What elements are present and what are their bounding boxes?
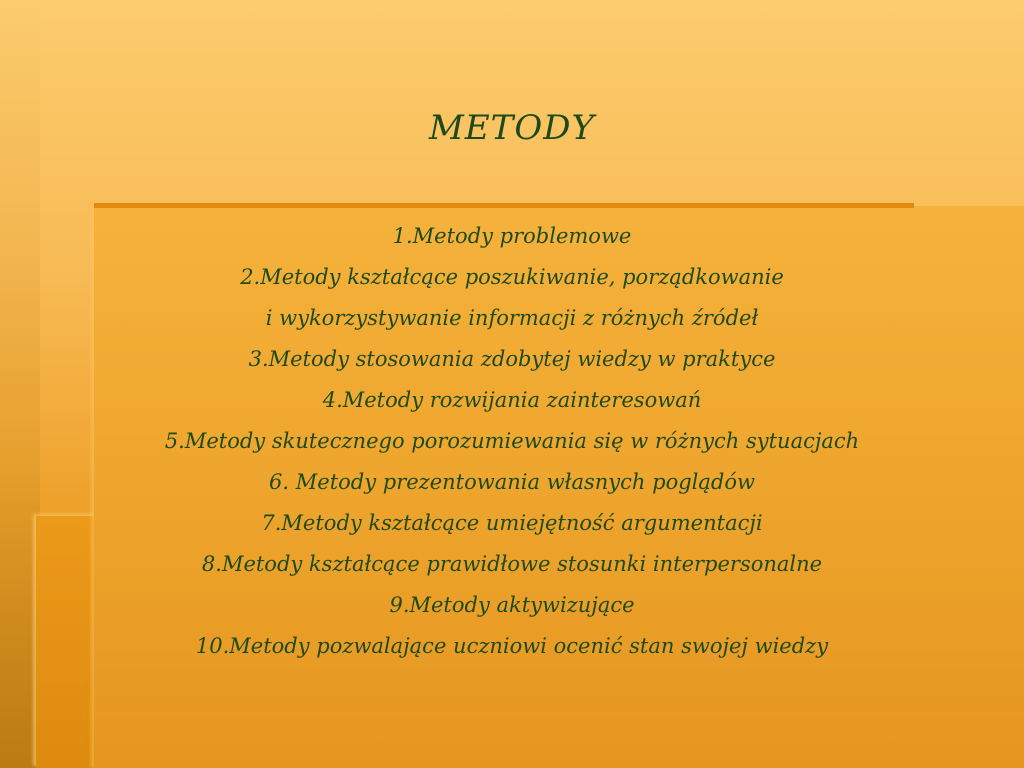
method-item-5: 5.Metody skutecznego porozumiewania się w różnych sytuacjach (164, 429, 860, 453)
method-item-2-continued: i wykorzystywanie informacji z różnych źródeł (265, 306, 759, 330)
method-item-8: 8.Metody kształcące prawidłowe stosunki interpersonalne (201, 552, 823, 576)
method-list (0, 216, 1024, 667)
method-item-1: 1.Metody problemowe (392, 224, 632, 248)
front-panel-top-edge (94, 203, 914, 208)
method-item-3: 3.Metody stosowania zdobytej wiedzy w praktyce (248, 347, 776, 371)
slide-title: METODY (429, 108, 595, 148)
method-item-4: 4.Metody rozwijania zainteresowań (322, 388, 702, 412)
method-item-9: 9.Metody aktywizujące (389, 593, 635, 617)
method-item-7: 7.Metody kształcące umiejętność argumentacji (261, 511, 763, 535)
method-item-2: 2.Metody kształcące poszukiwanie, porządkowanie (240, 265, 784, 289)
method-item-10: 10.Metody pozwalające uczniowi ocenić stan swojej wiedzy (195, 634, 829, 658)
method-item-6: 6. Metody prezentowania własnych poglądów (269, 470, 755, 494)
